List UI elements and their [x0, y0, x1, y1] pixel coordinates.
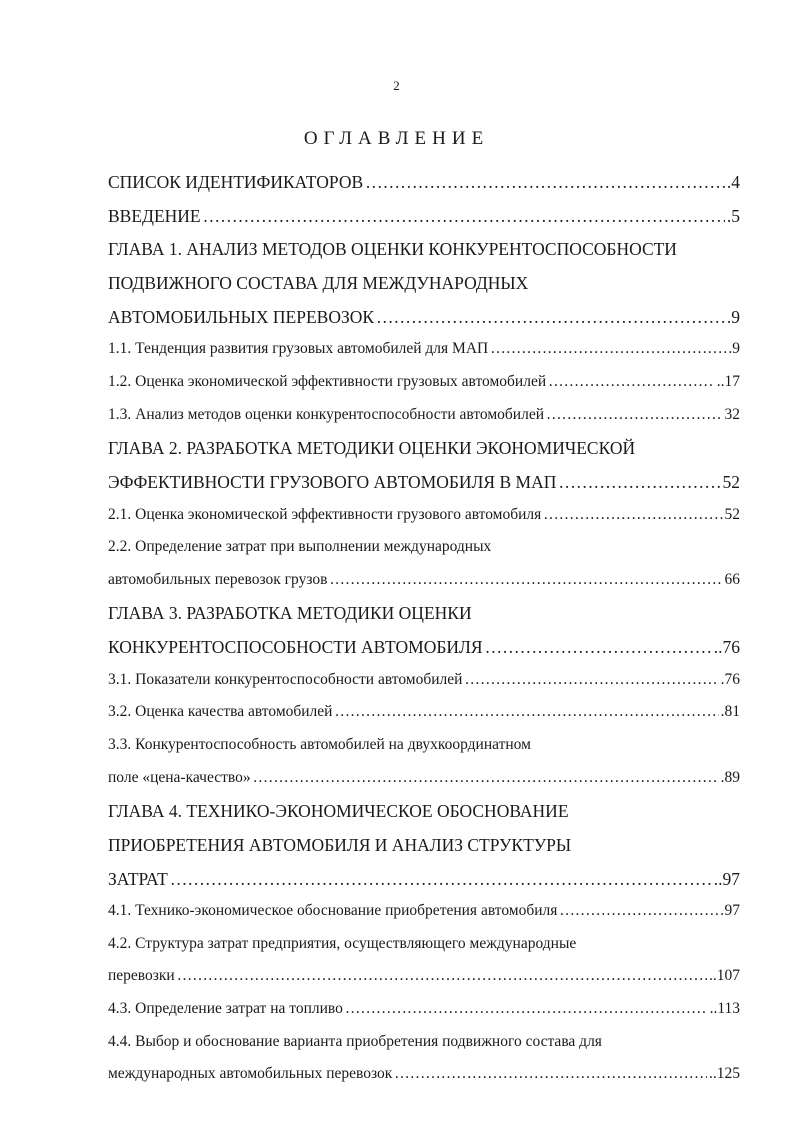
- toc-entry-page: ..76: [713, 637, 740, 658]
- toc-entry-title: 3.2. Оценка качества автомобилей: [108, 703, 333, 721]
- toc-entry: [108, 603, 740, 637]
- toc-entry: [108, 571, 740, 604]
- toc-entry-page: ..113: [709, 999, 740, 1017]
- page-number: 2: [393, 78, 400, 93]
- toc-entry-title: перевозки: [108, 967, 175, 985]
- toc-entry: [108, 1065, 740, 1098]
- toc-leader-dots: [376, 307, 725, 328]
- toc-entry-page: .76: [720, 670, 740, 688]
- toc-entry: [108, 935, 740, 968]
- toc-entry: [108, 307, 740, 341]
- toc-entry: [108, 273, 740, 307]
- toc-entry-page: .9: [726, 306, 740, 327]
- toc-leader-dots: [329, 571, 722, 589]
- toc-entry-title: АВТОМОБИЛЬНЫХ ПЕРЕВОЗОК: [108, 306, 375, 327]
- toc-entry-page: ..107: [709, 967, 740, 985]
- toc-entry-title: 3.3. Конкурентоспособность автомобилей на двухкоординатном: [108, 735, 531, 753]
- toc-leader-dots: [546, 406, 722, 424]
- toc-entry: [108, 769, 740, 802]
- toc-entry-title: 1.2. Оценка экономической эффективности грузовых автомобилей: [108, 373, 547, 391]
- toc-entry-page: .81: [720, 703, 740, 721]
- toc-entry: [108, 967, 740, 1000]
- toc-entry-page: ..125: [709, 1065, 740, 1083]
- toc-leader-dots: [490, 340, 726, 358]
- toc-leader-dots: [485, 637, 712, 658]
- toc-entry: [108, 869, 740, 903]
- toc-entry-page: ..97: [713, 868, 740, 889]
- toc-entry-title: ЭФФЕКТИВНОСТИ ГРУЗОВОГО АВТОМОБИЛЯ В МАП: [108, 471, 557, 492]
- toc-entry-page: 52: [724, 505, 740, 523]
- toc-entry-page: 97: [724, 902, 740, 920]
- toc-entry: [108, 172, 740, 206]
- toc-entry: [108, 438, 740, 472]
- toc-entry-page: 66: [724, 570, 740, 588]
- toc-entry-page: .4: [726, 172, 740, 192]
- toc-entry-title: ВВЕДЕНИЕ: [108, 205, 201, 226]
- toc-entry: [108, 239, 740, 273]
- toc-entry-page: .5: [726, 205, 740, 226]
- toc-entry-page: 52: [722, 471, 740, 492]
- toc-entry-title: ГЛАВА 4. ТЕХНИКО-ЭКОНОМИЧЕСКОЕ ОБОСНОВАНИЕ: [108, 801, 569, 822]
- toc-entry-page: .9: [728, 340, 740, 358]
- toc-entry: [108, 637, 740, 671]
- toc-entry: [108, 671, 740, 704]
- toc-leader-dots: [253, 769, 719, 787]
- toc-entry-title: КОНКУРЕНТОСПОСОБНОСТИ АВТОМОБИЛЯ: [108, 637, 483, 658]
- toc-entry-title: СПИСОК ИДЕНТИФИКАТОРОВ: [108, 172, 364, 192]
- toc-leader-dots: [365, 172, 725, 193]
- toc-entry-page: ..17: [716, 373, 740, 391]
- toc-entry-title: 4.3. Определение затрат на топливо: [108, 999, 343, 1017]
- toc-entry: [108, 736, 740, 769]
- toc-entry-title: ГЛАВА 3. РАЗРАБОТКА МЕТОДИКИ ОЦЕНКИ: [108, 603, 472, 624]
- toc-leader-dots: [334, 703, 718, 721]
- toc-entry-title: ГЛАВА 2. РАЗРАБОТКА МЕТОДИКИ ОЦЕНКИ ЭКОНОМИЧЕСКОЙ: [108, 438, 636, 459]
- toc-entry-title: 4.1. Технико-экономическое обоснование приобретения автомобиля: [108, 902, 558, 920]
- toc-leader-dots: [548, 373, 715, 391]
- toc-entry-title: 1.3. Анализ методов оценки конкурентоспособности автомобилей: [108, 405, 545, 423]
- toc-entry-title: международных автомобильных перевозок: [108, 1065, 393, 1083]
- toc-entry-page: 32: [724, 405, 740, 423]
- toc-entry: [108, 506, 740, 539]
- toc-entry: [108, 835, 740, 869]
- page-title: ОГЛАВЛЕНИЕ: [303, 128, 490, 149]
- toc-entry-title: 3.1. Показатели конкурентоспособности автомобилей: [108, 670, 463, 688]
- toc-entry: [108, 902, 740, 935]
- toc-leader-dots: [345, 1000, 708, 1018]
- toc-entry: [108, 472, 740, 506]
- toc-entry-title: ПРИОБРЕТЕНИЯ АВТОМОБИЛЯ И АНАЛИЗ СТРУКТУРЫ: [108, 834, 572, 855]
- toc-leader-dots: [177, 967, 707, 985]
- toc-leader-dots: [170, 869, 712, 890]
- toc-entry: [108, 340, 740, 373]
- toc-entry: [108, 538, 740, 571]
- toc-entry: [108, 801, 740, 835]
- toc-entry-title: 2.1. Оценка экономической эффективности грузового автомобиля: [108, 505, 542, 523]
- toc-entry: [108, 206, 740, 240]
- toc-entry: [108, 1000, 740, 1033]
- table-of-contents: [108, 172, 740, 1098]
- toc-entry-title: поле «цена-качество»: [108, 768, 251, 786]
- toc-leader-dots: [203, 206, 725, 227]
- toc-entry: [108, 406, 740, 439]
- toc-entry-title: ГЛАВА 1. АНАЛИЗ МЕТОДОВ ОЦЕНКИ КОНКУРЕНТОСПОСОБНОСТИ: [108, 239, 677, 260]
- toc-leader-dots: [558, 472, 720, 493]
- toc-entry-title: 4.4. Выбор и обоснование варианта приобретения подвижного состава для: [108, 1032, 602, 1050]
- toc-leader-dots: [394, 1065, 707, 1083]
- toc-entry: [108, 1033, 740, 1066]
- toc-entry-title: 4.2. Структура затрат предприятия, осуществляющего международные: [108, 934, 577, 952]
- toc-entry-title: 2.2. Определение затрат при выполнении международных: [108, 538, 492, 556]
- toc-entry-title: ПОДВИЖНОГО СОСТАВА ДЛЯ МЕЖДУНАРОДНЫХ: [108, 273, 529, 294]
- toc-entry: [108, 373, 740, 406]
- toc-entry-title: автомобильных перевозок грузов: [108, 570, 328, 588]
- toc-leader-dots: [543, 506, 722, 524]
- toc-entry-title: 1.1. Тенденция развития грузовых автомобилей для МАП: [108, 340, 489, 358]
- toc-leader-dots: [464, 671, 718, 689]
- toc-entry-title: ЗАТРАТ: [108, 868, 168, 889]
- toc-leader-dots: [559, 902, 722, 920]
- toc-entry-page: .89: [720, 768, 740, 786]
- toc-entry: [108, 703, 740, 736]
